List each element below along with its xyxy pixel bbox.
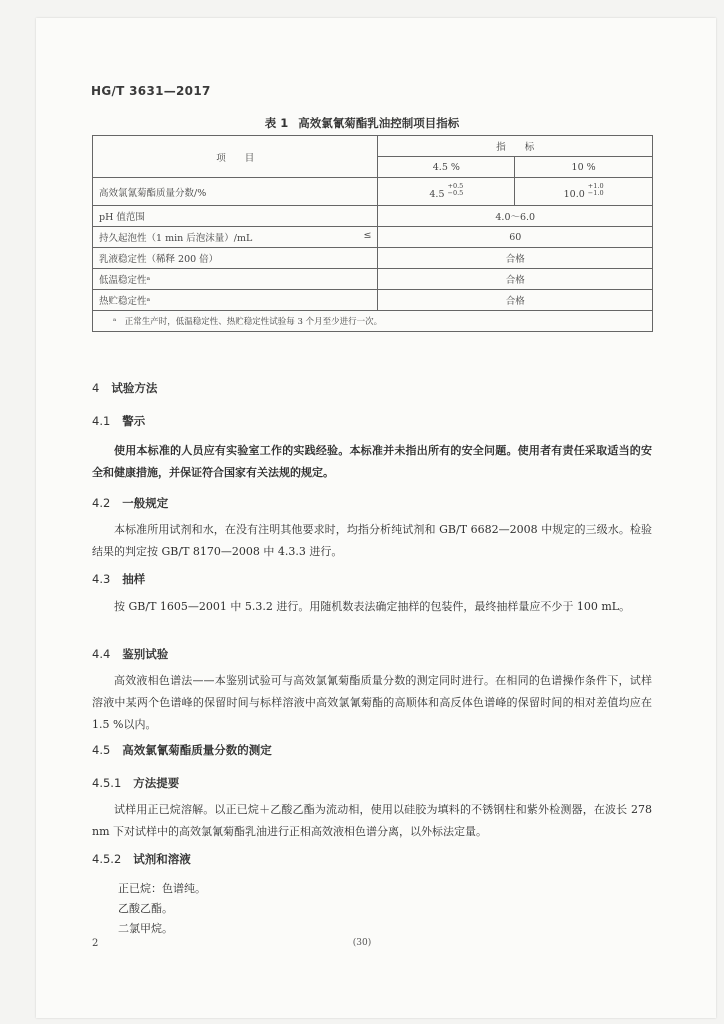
cell-value: 合格 [378, 269, 653, 290]
reagent-item: 二氯甲烷。 [118, 922, 173, 935]
spec-table [92, 135, 653, 332]
table-footnote: ᵃ 正常生产时，低温稳定性、热贮稳定性试验每 3 个月至少进行一次。 [93, 311, 653, 332]
reagent-item: 正已烷：色谱纯。 [118, 882, 206, 895]
section-heading: 4 试验方法 [92, 381, 158, 395]
table-caption [0, 115, 724, 131]
section-heading: 4.1 警示 [92, 414, 146, 428]
header-item: 项 目 [93, 136, 378, 178]
header-4-5-percent: 4.5 % [378, 157, 515, 178]
row-label: 低温稳定性ᵃ [93, 269, 378, 290]
page-number: 2 [92, 938, 99, 949]
row-label: 高效氯氰菊酯质量分数/% [93, 178, 378, 206]
section-heading: 4.5 高效氯氰菊酯质量分数的测定 [92, 743, 272, 757]
cell-value: 60 [378, 227, 653, 248]
standard-code: HG/T 3631—2017 [91, 84, 211, 98]
cell-value-4-5: 4.5 +0.5 −0.5 [378, 178, 515, 206]
row-label: 乳液稳定性（稀释 200 倍） [93, 248, 378, 269]
reagent-item: 乙酸乙酯。 [118, 902, 173, 915]
header-10-percent: 10 % [515, 157, 653, 178]
section-heading: 4.2 一般规定 [92, 496, 169, 510]
paragraph: 使用本标准的人员应有实验室工作的实践经验。本标准并未指出所有的安全问题。使用者有责任采取适当的安全和健康措施，并保证符合国家有关法规的规定。 [92, 444, 652, 479]
cell-value-10: 10.0 +1.0 −1.0 [515, 178, 653, 206]
table-caption-title: 高效氯氰菊酯乳油控制项目指标 [298, 116, 460, 130]
paragraph: 试样用正已烷溶解。以正已烷＋乙酸乙酯为流动相，使用以硅胶为填料的不锈钢柱和紫外检测器，在波长 278 nm 下对试样中的高效氯氰菊酯乳油进行正相高效液相色谱分离，以外标法定量。 [92, 803, 652, 838]
cell-value: 合格 [378, 290, 653, 311]
lte-symbol: ≤ [363, 230, 372, 241]
paragraph: 本标准所用试剂和水，在没有注明其他要求时，均指分析纯试剂和 GB/T 6682—2008 中规定的三级水。检验结果的判定按 GB/T 8170—2008 中 4.3.3 进行。 [92, 523, 652, 558]
section-heading: 4.5.1 方法提要 [92, 776, 180, 790]
row-label: 热贮稳定性ᵃ [93, 290, 378, 311]
section-heading: 4.4 鉴别试验 [92, 647, 169, 661]
paragraph: 高效液相色谱法——本鉴别试验可与高效氯氰菊酯质量分数的测定同时进行。在相同的色谱操作条件下，试样溶液中某两个色谱峰的保留时间与标样溶液中高效氯氰菊酯的高顺体和高反体色谱峰的保留时间的相对差值均应在 1.5 %以内。 [92, 674, 652, 731]
row-label: pH 值范围 [93, 206, 378, 227]
page-center-number: (30) [352, 938, 372, 948]
section-heading: 4.5.2 试剂和溶液 [92, 852, 191, 866]
table-caption-number: 表 1 [264, 116, 289, 130]
paragraph: 按 GB/T 1605—2001 中 5.3.2 进行。用随机数表法确定抽样的包装件，最终抽样量应不少于 100 mL。 [114, 600, 631, 613]
row-label: 持久起泡性（1 min 后泡沫量）/mL ≤ [93, 227, 378, 248]
cell-value: 4.0～6.0 [378, 206, 653, 227]
header-index: 指 标 [378, 136, 653, 157]
section-heading: 4.3 抽样 [92, 572, 146, 586]
cell-value: 合格 [378, 248, 653, 269]
